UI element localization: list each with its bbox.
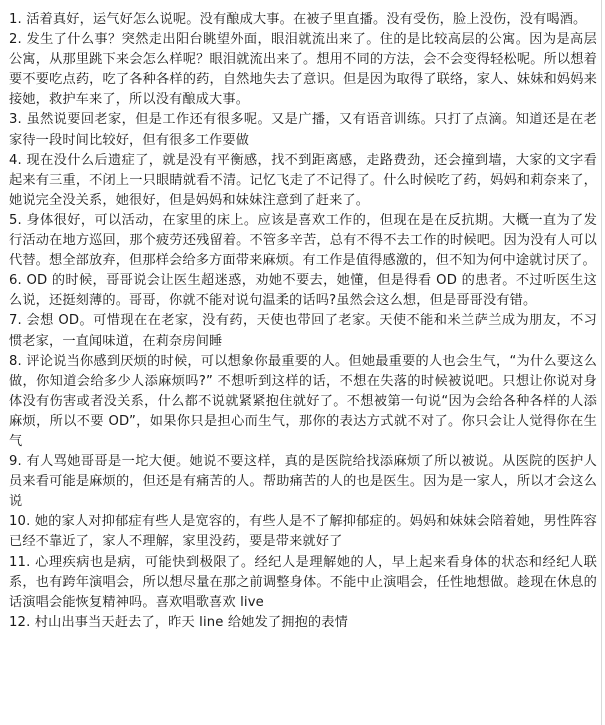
paragraph-11: 11. 心理疾病也是病，可能快到极限了。经纪人是理解她的人，早上起来看身体的状态和经纪人联系，也有跨年演唱会，所以想尽量在那之前调整身体。不能中止演唱会，任性地想做。趁现在休息的话演唱会能恢复精神吗。喜欢唱歌喜欢 live bbox=[9, 554, 597, 610]
paragraph-9: 9. 有人骂她哥哥是一坨大便。她说不要这样，真的是医院给找添麻烦了所以被说。从医院的医护人员来看可能是麻烦的，但还是有痛苦的人。帮助痛苦的人的也是医生。因为是一家人，所以才会这么说 bbox=[9, 454, 597, 510]
paragraph-7: 7. 会想 OD。可惜现在在老家，没有药，天使也带回了老家。天使不能和米兰萨兰成为朋友，不习惯老家，一直闻味道，在莉奈房间睡 bbox=[9, 313, 597, 349]
paragraph-2: 2. 发生了什么事？突然走出阳台眺望外面，眼泪就流出来了。住的是比较高层的公寓。因为是高层公寓，从那里跳下来会怎么样呢？眼泪就流出来了。想用不同的方法，会不会变得轻松呢。所以想着要不要吃点药，吃了各种各样的药，自然地失去了意识。但是因为取得了联络，家人、妹妹和妈妈来接她，救护车来了，所以没有酿成大事。 bbox=[9, 32, 597, 108]
paragraph-5: 5. 身体很好，可以活动，在家里的床上。应该是喜欢工作的，但现在是在反抗期。大概一直为了发行活动在地方巡回，那个疲劳还残留着。不管多辛苦，总有不得不去工作的时候吧。因为没有人可以代替。想全部放弃，但那样会给多方面带来麻烦。有工作是值得感激的，但不知为何中途就讨厌了。 bbox=[9, 212, 597, 269]
paragraph-4: 4. 现在没什么后遗症了，就是没有平衡感，找不到距离感，走路费劲，还会撞到墙，大家的文字看起来有三重，不闭上一只眼睛就看不清。记忆飞走了不记得了。什么时候吃了药，妈妈和莉奈来了，她说完全没关系，她很好，但是妈妈和妹妹注意到了赶来了。 bbox=[9, 152, 597, 208]
paragraph-6: 6. OD 的时候，哥哥说会让医生超迷惑，劝她不要去，她懂，但是得看 OD 的患者。不过听医生这么说，还挺刻薄的。哥哥，你就不能对说句温柔的话吗?虽然会这么想，但是哥哥没有错。 bbox=[9, 273, 597, 309]
right-margin-line bbox=[601, 0, 602, 725]
paragraph-8: 8. 评论说当你感到厌烦的时候，可以想象你最重要的人。但她最重要的人也会生气，“为什么要这么做，你知道会给多少人添麻烦吗?” 不想听到这样的话，不想在失落的时候被说吧。只想让你说对身体没有伤害或者没关系，什么都不说就紧紧抱住就好了。不想被第一句说“因为会给各种各样的人添麻烦，所以不要 OD”，如果你只是担心而生气，那你的表达方式就不对了。你只会让人觉得你在生气 bbox=[9, 353, 597, 449]
paragraph-10: 10. 她的家人对抑郁症有些人是宽容的，有些人是不了解抑郁症的。妈妈和妹妹会陪着她，男性阵容已经不靠近了，家人不理解，家里没药，要是带来就好了 bbox=[9, 514, 597, 550]
paragraph-1: 1. 活着真好，运气好怎么说呢。没有酿成大事。在被子里直播。没有受伤，脸上没伤，没有喝酒。 bbox=[9, 12, 587, 27]
paragraph-12: 12. 村山出事当天赶去了，昨天 line 给她发了拥抱的表情 bbox=[9, 614, 348, 630]
paragraph-3: 3. 虽然说要回老家，但是工作还有很多呢。又是广播，又有语音训练。只打了点滴。知道还是在老家待一段时间比较好，但有很多工作要做 bbox=[9, 112, 597, 148]
